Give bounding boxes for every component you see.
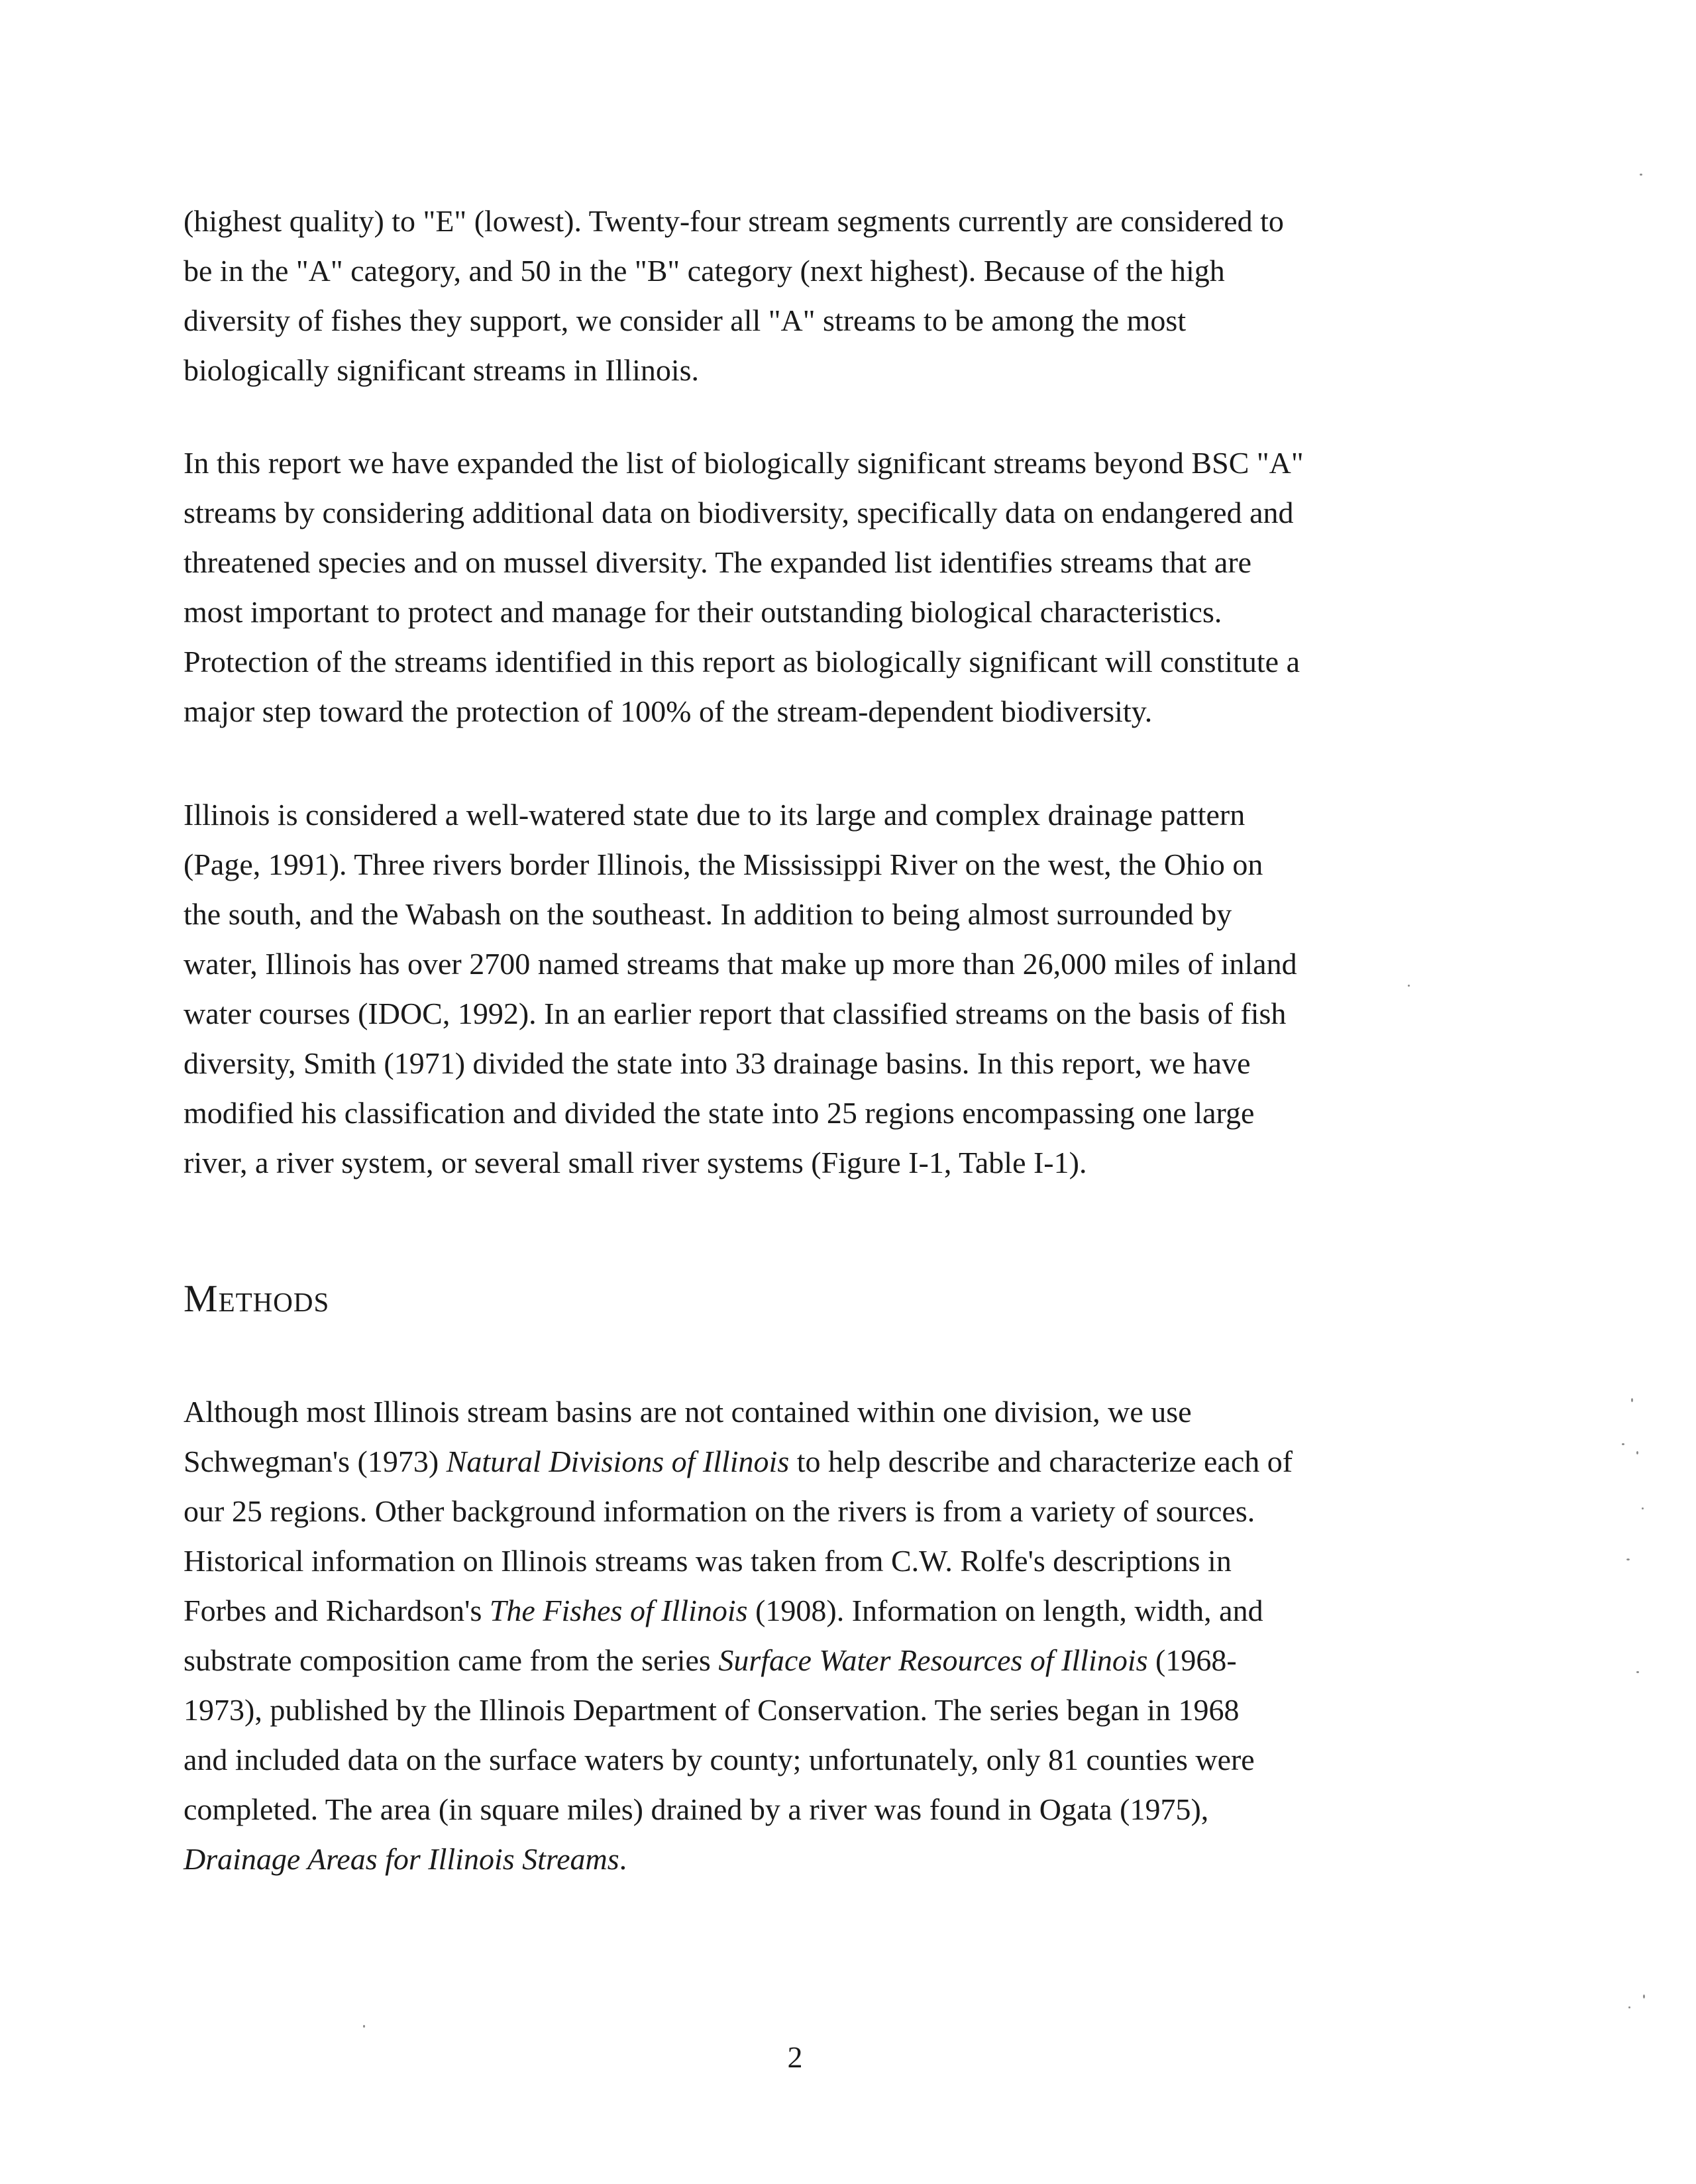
text-run: water, Illinois has over 2700 named streams that make up more than 26,000 miles of inland — [184, 947, 1297, 981]
italic-title: Drainage Areas for Illinois Streams — [184, 1842, 619, 1876]
text-run: Forbes and Richardson's — [184, 1594, 490, 1627]
text-line — [184, 1536, 1409, 1586]
text-run: 1973), published by the Illinois Department of Conservation. The series began in 1968 — [184, 1693, 1240, 1727]
text-line — [184, 1138, 1409, 1187]
text-line — [184, 438, 1409, 488]
text-line — [184, 345, 1409, 395]
text-line — [184, 1486, 1409, 1536]
text-line — [184, 1784, 1409, 1834]
text-run: substrate composition came from the series — [184, 1643, 719, 1677]
text-run: be in the "A" category, and 50 in the "B" category (next highest). Because of the high — [184, 254, 1225, 288]
text-line — [184, 686, 1409, 736]
italic-title: Natural Divisions of Illinois — [446, 1445, 790, 1478]
text-line — [184, 1735, 1409, 1784]
text-run: Protection of the streams identified in this report as biologically significant will constitute a — [184, 645, 1300, 679]
text-run: and included data on the surface waters by county; unfortunately, only 81 counties were — [184, 1743, 1255, 1776]
text-line — [184, 1635, 1409, 1685]
page-number: 2 — [787, 2040, 803, 2074]
scan-speck — [1626, 1558, 1630, 1560]
text-run: threatened species and on mussel diversity. The expanded list identifies streams that are — [184, 545, 1252, 579]
text-run: water courses (IDOC, 1992). In an earlier report that classified streams on the basis of fish — [184, 997, 1287, 1030]
text-line — [184, 889, 1409, 939]
text-line — [184, 939, 1409, 989]
text-line — [184, 1088, 1409, 1138]
italic-title: Surface Water Resources of Illinois — [718, 1643, 1148, 1677]
text-run: . — [619, 1842, 627, 1876]
text-run: to help describe and characterize each of — [789, 1445, 1293, 1478]
scan-speck — [1408, 985, 1410, 987]
text-run: our 25 regions. Other background information on the rivers is from a variety of sources. — [184, 1494, 1255, 1528]
text-run: (highest quality) to "E" (lowest). Twenty-four stream segments currently are considered to — [184, 204, 1284, 238]
text-line — [184, 1437, 1409, 1486]
text-run: diversity of fishes they support, we consider all "A" streams to be among the most — [184, 303, 1187, 337]
scan-speck — [1631, 1398, 1633, 1402]
text-run: biologically significant streams in Illinois. — [184, 353, 700, 387]
text-run: diversity, Smith (1971) divided the state into 33 drainage basins. In this report, we have — [184, 1046, 1251, 1080]
scan-speck — [363, 2025, 365, 2028]
text-run: river, a river system, or several small river systems (Figure I-1, Table I-1). — [184, 1146, 1087, 1179]
text-run: major step toward the protection of 100% of the stream-dependent biodiversity. — [184, 694, 1153, 728]
methods-paragraph — [184, 1387, 1409, 1884]
text-run: Illinois is considered a well-watered state due to its large and complex drainage pattern — [184, 798, 1246, 832]
scan-speck — [1636, 1451, 1638, 1454]
italic-title: The Fishes of Illinois — [489, 1594, 748, 1627]
text-line — [184, 587, 1409, 637]
text-run: streams by considering additional data on biodiversity, specifically data on endangered and — [184, 496, 1294, 529]
scan-speck — [1640, 174, 1642, 176]
text-run: most important to protect and manage for their outstanding biological characteristics. — [184, 595, 1222, 629]
scan-speck — [1628, 2006, 1630, 2008]
text-run: (1968- — [1147, 1643, 1237, 1677]
text-line — [184, 246, 1409, 296]
text-run: completed. The area (in square miles) drained by a river was found in Ogata (1975), — [184, 1792, 1209, 1826]
text-line — [184, 989, 1409, 1038]
text-run: (1908). Information on length, width, and — [747, 1594, 1263, 1627]
scan-speck — [1642, 1507, 1644, 1509]
text-run: (Page, 1991). Three rivers border Illinois, the Mississippi River on the west, the Ohio on — [184, 847, 1263, 881]
text-run: the south, and the Wabash on the southeast. In addition to being almost surrounded by — [184, 897, 1232, 931]
text-line — [184, 537, 1409, 587]
text-line — [184, 840, 1409, 889]
text-run: In this report we have expanded the list of biologically significant streams beyond BSC "A" — [184, 446, 1304, 480]
text-line — [184, 1586, 1409, 1635]
scan-speck — [1622, 1443, 1624, 1445]
text-line — [184, 1038, 1409, 1088]
body-paragraph-1 — [184, 196, 1409, 395]
body-paragraph-3 — [184, 790, 1409, 1187]
scan-speck — [1636, 1671, 1639, 1673]
text-run: Schwegman's (1973) — [184, 1445, 447, 1478]
text-line — [184, 1834, 1409, 1884]
text-line — [184, 637, 1409, 686]
text-line — [184, 790, 1409, 840]
body-paragraph-2 — [184, 438, 1409, 736]
text-line — [184, 488, 1409, 537]
text-line — [184, 196, 1409, 246]
text-line — [184, 296, 1409, 345]
text-run: modified his classification and divided the state into 25 regions encompassing one large — [184, 1096, 1255, 1130]
text-run: Historical information on Illinois streams was taken from C.W. Rolfe's descriptions in — [184, 1544, 1232, 1578]
text-line — [184, 1685, 1409, 1735]
text-run: Although most Illinois stream basins are not contained within one division, we use — [184, 1395, 1192, 1429]
text-line — [184, 1387, 1409, 1437]
section-heading-methods: Methods — [184, 1277, 330, 1320]
scan-speck — [1643, 1994, 1645, 1998]
